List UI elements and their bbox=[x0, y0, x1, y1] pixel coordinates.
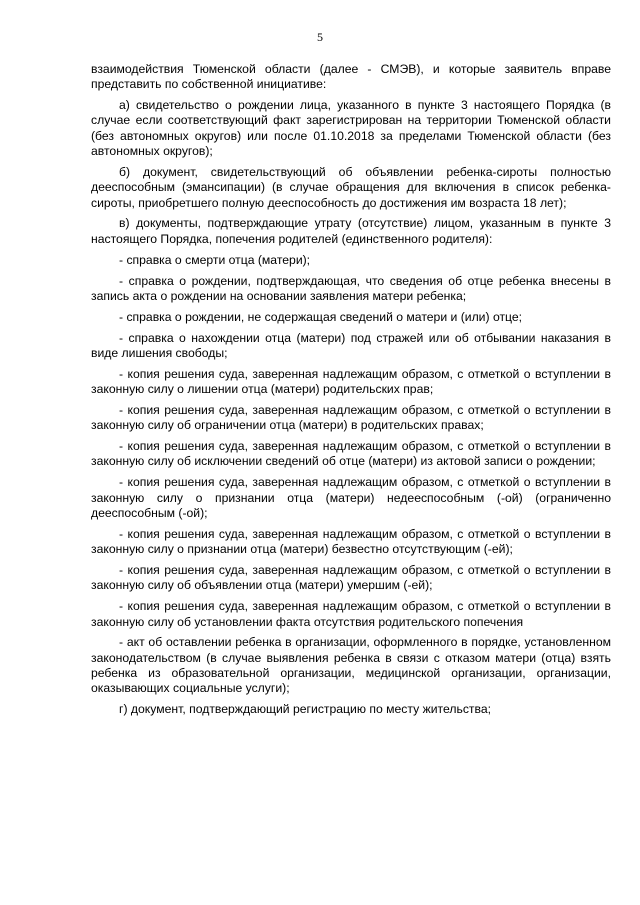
list-item-court-restriction-of-rights: - копия решения суда, заверенная надлежащим образом, с отметкой о вступлении в законную силу об ограничении отца (матери) в родительских правах; bbox=[91, 402, 611, 433]
list-item-court-declared-dead: - копия решения суда, заверенная надлежащим образом, с отметкой о вступлении в законную силу об объявлении отца (матери) умершим (-ей); bbox=[91, 563, 611, 593]
list-item-court-deprivation-of-rights: - копия решения суда, заверенная надлежащим образом, с отметкой о вступлении в законную силу о лишении отца (матери) родительских прав; bbox=[91, 366, 611, 397]
paragraph-item-v-loss-of-care: в) документы, подтверждающие утрату (отсутствие) лицом, указанным в пункте 3 настоящего Порядка, попечения родителей (единственного родителя): bbox=[91, 216, 611, 246]
page-number: 5 bbox=[317, 30, 323, 44]
list-item-court-exclusion-from-record: - копия решения суда, заверенная надлежащим образом, с отметкой о вступлении в законную силу об исключении сведений об отце (матери) из актовой записи о рождении; bbox=[91, 439, 611, 469]
paragraph-smev-intro: взаимодействия Тюменской области (далее - СМЭВ), и которые заявитель вправе представить по собственной инициативе: bbox=[91, 62, 611, 92]
list-item-custody-certificate: - справка о нахождении отца (матери) под стражей или об отбывании наказания в виде лишения свободы; bbox=[91, 330, 611, 360]
document-body bbox=[91, 62, 611, 723]
paragraph-item-b-emancipation: б) документ, свидетельствующий об объявлении ребенка-сироты полностью дееспособным (эмансипации) (в случае обращения для включения в список ребенка-сироты, приобретшего полную дееспособность до достижения им возраста 18 лет); bbox=[91, 164, 611, 210]
list-item-birth-certificate-mother-statement: - справка о рождении, подтверждающая, что сведения об отце ребенка внесены в запись акта о рождении на основании заявления матери ребенка; bbox=[91, 273, 611, 303]
paragraph-item-g-registration: г) документ, подтверждающий регистрацию по месту жительства; bbox=[119, 702, 491, 717]
paragraph-item-a-birth-certificate: а) свидетельство о рождении лица, указанного в пункте 3 настоящего Порядка (в случае если соответствующий факт зарегистрирован на территории Тюменской области (без автономных округов) или после 01.10.2018 за пределами Тюменской области (без автономных округов); bbox=[91, 98, 611, 159]
list-item-court-absence-of-care: - копия решения суда, заверенная надлежащим образом, с отметкой о вступлении в законную силу об установлении факта отсутствия родительского попечения bbox=[91, 599, 611, 629]
list-item-court-incapacity: - копия решения суда, заверенная надлежащим образом, с отметкой о вступлении в законную силу о признании отца (матери) недееспособным (-ой) (ограниченно дееспособным (-ой); bbox=[91, 475, 611, 520]
list-item-birth-certificate-no-parent-info: - справка о рождении, не содержащая сведений о матери и (или) отце; bbox=[119, 309, 523, 324]
list-item-abandonment-act: - акт об оставлении ребенка в организации, оформленного в порядке, установленном законодательством (в случае выявления ребенка в связи с отказом матери (отца) взять ребенка из образовательной организации, медицинской организации, организации, оказывающих социальные услуги); bbox=[91, 635, 611, 696]
list-item-court-missing: - копия решения суда, заверенная надлежащим образом, с отметкой о вступлении в законную силу о признании отца (матери) безвестно отсутствующим (-ей); bbox=[91, 526, 611, 557]
list-item-death-certificate: - справка о смерти отца (матери); bbox=[119, 252, 311, 267]
